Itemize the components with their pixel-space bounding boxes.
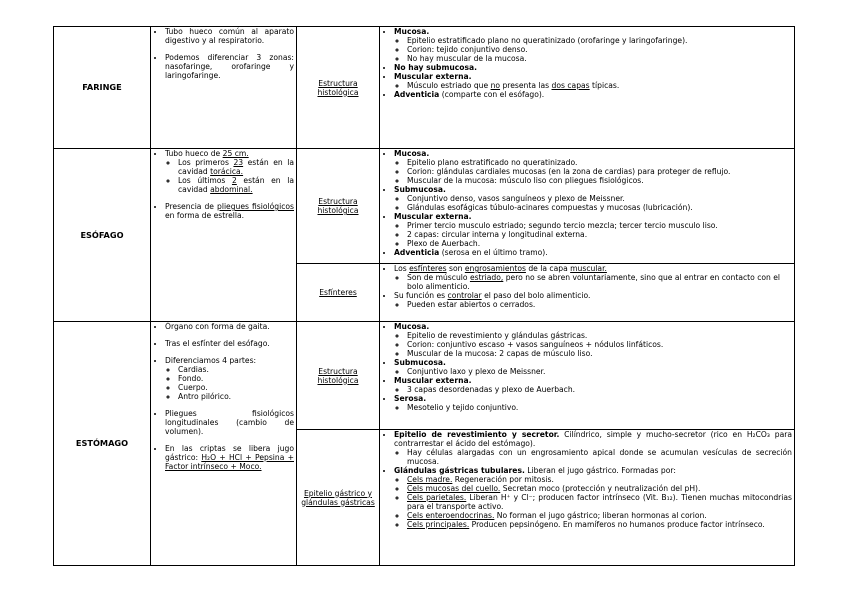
- list-item: • Los esfínteres son engrosamientos de la capa muscular. ◦ Son de músculo estriado, pero no se abren voluntariamente, sino que al entrar en contacto con el bolo alimenticio.: [394, 264, 792, 291]
- list-item: ◦ Glándulas esofágicas túbulo-acinares compuestas y mucosas (lubricación).: [407, 203, 792, 212]
- row-estomago-estructura: [54, 322, 795, 430]
- list-item: ◦ Cels madre. Regeneración por mitosis.: [407, 475, 792, 484]
- list-item: ◦ Los últimos 2 están en la cavidad abdominal.: [178, 176, 294, 194]
- list-item: • Diferenciamos 4 partes: ◦ Cardias. ◦ Fondo. ◦ Cuerpo. ◦ Antro pilórico.: [165, 356, 294, 401]
- list-item: ◦ Antro pilórico.: [178, 392, 294, 401]
- list-item: ◦ 2 capas: circular interna y longitudinal externa.: [407, 230, 792, 239]
- esofago-section-estructura: Estructura histológica: [297, 149, 380, 264]
- list-item: • Presencia de pliegues fisiológicos en forma de estrella.: [165, 202, 294, 220]
- esofago-section-esfinteres: Esfínteres: [297, 264, 380, 322]
- list-item: • Glándulas gástricas tubulares. Liberan el jugo gástrico. Formadas por: ◦ Cels madre. Regeneración por mitosis. ◦ Cels mucosas del cuello. Secretan moco (protección y neutralización del pH). ◦ Cels parietales. Liberan H⁺ y Cl⁻; producen factor intrínseco (Vit. B₁₂). Tienen muchas mitocondrias para el transporte activo. ◦ Cels enteroendocrinas. No forman el jugo gástrico; liberan hormonas al corion. ◦ Cels principales. Producen pepsinógeno. En mamíferos no humanos produce factor intrínseco.: [394, 466, 792, 529]
- list-item: ◦ Muscular de la mucosa: 2 capas de músculo liso.: [407, 349, 792, 358]
- list-item: ◦ Fondo.: [178, 374, 294, 383]
- list-item: • Mucosa. ◦ Epitelio de revestimiento y glándulas gástricas. ◦ Corion: conjuntivo escaso + vasos sanguíneos + nódulos linfáticos. ◦ Muscular de la mucosa: 2 capas de músculo liso.: [394, 322, 792, 358]
- row-faringe: [54, 27, 795, 149]
- esofago-esfinteres: [380, 264, 795, 322]
- list-item: ◦ Hay células alargadas con un engrosamiento apical donde se acumulan vesículas de secreción mucosa.: [407, 448, 792, 466]
- list-item: ◦ Cuerpo.: [178, 383, 294, 392]
- list-item: ◦ Músculo estriado que no presenta las dos capas típicas.: [407, 81, 792, 90]
- list-item: • Muscular externa. ◦ Primer tercio musculo estriado; segundo tercio mezcla; tercer tercio musculo liso. ◦ 2 capas: circular interna y longitudinal externa. ◦ Plexo de Auerbach.: [394, 212, 792, 248]
- histology-table: [53, 26, 795, 566]
- list-item: • Tubo hueco común al aparato digestivo y al respiratorio.: [165, 27, 294, 45]
- list-item: • Muscular externa. ◦ Músculo estriado que no presenta las dos capas típicas.: [394, 72, 792, 90]
- list-item: • Órgano con forma de gaita.: [165, 322, 294, 331]
- list-item: • Tubo hueco de 25 cm. ◦ Los primeros 23 están en la cavidad torácica. ◦ Los últimos 2 están en la cavidad abdominal.: [165, 149, 294, 194]
- list-item: ◦ Corion: conjuntivo escaso + vasos sanguíneos + nódulos linfáticos.: [407, 340, 792, 349]
- list-item: • Podemos diferenciar 3 zonas: nasofaringe, orofaringe y laringofaringe.: [165, 53, 294, 80]
- list-item: ◦ Cardias.: [178, 365, 294, 374]
- list-item: • Mucosa. ◦ Epitelio plano estratificado no queratinizado. ◦ Corion: glándulas cardiales mucosas (en la zona de cardias) para proteger de reflujo. ◦ Muscular de la mucosa: músculo liso con pliegues fisiológicos.: [394, 149, 792, 185]
- esofago-general: [151, 149, 297, 322]
- list-item: ◦ Cels mucosas del cuello. Secretan moco (protección y neutralización del pH).: [407, 484, 792, 493]
- faringe-general: [151, 27, 297, 149]
- list-item: ◦ Los primeros 23 están en la cavidad torácica.: [178, 158, 294, 176]
- list-item: ◦ Cels enteroendocrinas. No forman el jugo gástrico; liberan hormonas al corion.: [407, 511, 792, 520]
- list-item: • Adventicia (comparte con el esófago).: [394, 90, 792, 99]
- faringe-histology: [380, 27, 795, 149]
- list-item: ◦ Corion: glándulas cardiales mucosas (en la zona de cardias) para proteger de reflujo.: [407, 167, 792, 176]
- list-item: • Su función es controlar el paso del bolo alimenticio. ◦ Pueden estar abiertos o cerrados.: [394, 291, 792, 309]
- list-item: • Mucosa. ◦ Epitelio estratificado plano no queratinizado (orofaringe y laringofaringe). ◦ Corion: tejido conjuntivo denso. ◦ No hay muscular de la mucosa.: [394, 27, 792, 63]
- list-item: ◦ Son de músculo estriado, pero no se abren voluntariamente, sino que al entrar en contacto con el bolo alimenticio.: [407, 273, 792, 291]
- list-item: • Submucosa. ◦ Conjuntivo denso, vasos sanguíneos y plexo de Meissner. ◦ Glándulas esofágicas túbulo-acinares compuestas y mucosas (lubricación).: [394, 185, 792, 212]
- list-item: ◦ Corion: tejido conjuntivo denso.: [407, 45, 792, 54]
- list-item: ◦ Conjuntivo laxo y plexo de Meissner.: [407, 367, 792, 376]
- estomago-histology: [380, 322, 795, 430]
- list-item: • Submucosa. ◦ Conjuntivo laxo y plexo de Meissner.: [394, 358, 792, 376]
- list-item: ◦ Muscular de la mucosa: músculo liso con pliegues fisiológicos.: [407, 176, 792, 185]
- estomago-section-estructura: Estructura histológica: [297, 322, 380, 430]
- organ-esofago: ESÓFAGO: [54, 149, 151, 322]
- list-item: ◦ Epitelio de revestimiento y glándulas gástricas.: [407, 331, 792, 340]
- list-item: ◦ Epitelio estratificado plano no queratinizado (orofaringe y laringofaringe).: [407, 36, 792, 45]
- faringe-section-estructura: Estructura histológica: [297, 27, 380, 149]
- list-item: • Epitelio de revestimiento y secretor. Cilíndrico, simple y mucho-secretor (rico en H₂CO₃ para contrarrestar el ácido del estómago). ◦ Hay células alargadas con un engrosamiento apical donde se acumulan vesículas de secreción mucosa.: [394, 430, 792, 466]
- estomago-section-glandulas: Epitelio gástrico y glándulas gástricas: [297, 430, 380, 566]
- list-item: ◦ Cels principales. Producen pepsinógeno. En mamíferos no humanos produce factor intrínseco.: [407, 520, 792, 529]
- list-item: • No hay submucosa.: [394, 63, 792, 72]
- list-item: • Muscular externa. ◦ 3 capas desordenadas y plexo de Auerbach.: [394, 376, 792, 394]
- estomago-glandulas: [380, 430, 795, 566]
- organ-faringe: FARINGE: [54, 27, 151, 149]
- esofago-histology: [380, 149, 795, 264]
- list-item: • Serosa. ◦ Mesotelio y tejido conjuntivo.: [394, 394, 792, 412]
- list-item: ◦ Conjuntivo denso, vasos sanguíneos y plexo de Meissner.: [407, 194, 792, 203]
- row-esofago-estructura: [54, 149, 795, 264]
- list-item: • Tras el esfínter del esófago.: [165, 339, 294, 348]
- estomago-general: [151, 322, 297, 566]
- list-item: ◦ 3 capas desordenadas y plexo de Auerbach.: [407, 385, 792, 394]
- organ-estomago: ESTÓMAGO: [54, 322, 151, 566]
- list-item: ◦ Mesotelio y tejido conjuntivo.: [407, 403, 792, 412]
- list-item: ◦ Plexo de Auerbach.: [407, 239, 792, 248]
- list-item: ◦ No hay muscular de la mucosa.: [407, 54, 792, 63]
- list-item: ◦ Epitelio plano estratificado no queratinizado.: [407, 158, 792, 167]
- list-item: • En las criptas se libera jugo gástrico: H₂O + HCl + Pepsina + Factor intrínseco + Moco.: [165, 444, 294, 471]
- list-item: ◦ Primer tercio musculo estriado; segundo tercio mezcla; tercer tercio musculo liso.: [407, 221, 792, 230]
- list-item: ◦ Cels parietales. Liberan H⁺ y Cl⁻; producen factor intrínseco (Vit. B₁₂). Tienen muchas mitocondrias para el transporte activo.: [407, 493, 792, 511]
- list-item: • Pliegues fisiológicos longitudinales (cambio de volumen).: [165, 409, 294, 436]
- list-item: • Adventicia (serosa en el último tramo).: [394, 248, 792, 257]
- list-item: ◦ Pueden estar abiertos o cerrados.: [407, 300, 792, 309]
